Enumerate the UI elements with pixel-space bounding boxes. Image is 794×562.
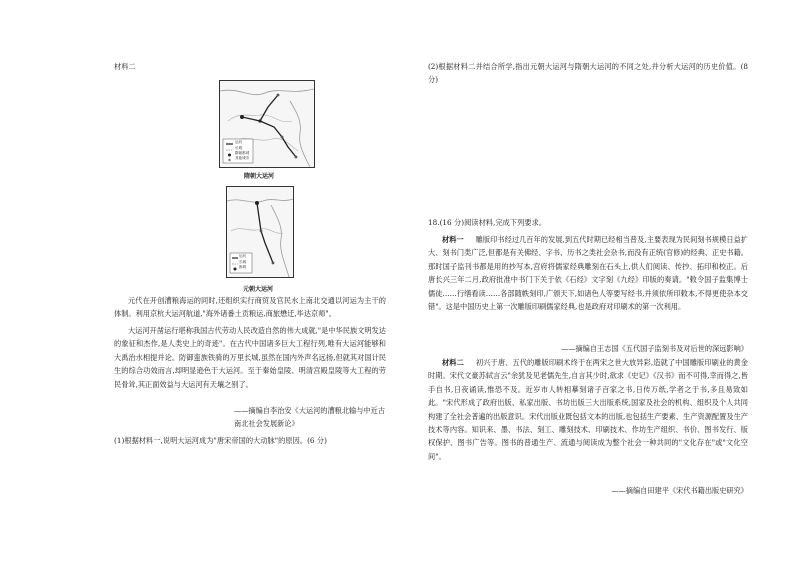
material-two-block	[428, 356, 748, 463]
map1-legend-wall: 长城	[235, 146, 243, 150]
yuan-canal-caption: 元朝大运河	[243, 286, 274, 293]
material-one-block	[428, 233, 748, 313]
question-18-header: 18.(16 分)阅读材料,完成下列要求。	[428, 218, 547, 227]
sui-canal-caption: 隋朝大运河	[244, 173, 275, 180]
yuan-canal-map	[226, 186, 294, 278]
material-one-text: 雕版印书经过几百年的发展,到五代时期已经相当普及,主要表现为民间刻书规模日益扩大、刻书门类广泛,但都是有关佛经、字书、历书之类社会杂书,而没有正统(官修)的经典、正史书籍。那时国子监刊书都是用的抄写本,宫府将儒家经典雕刻在石头上,供人们阅读、传抄、拓印和校正。后唐长兴三年二月,政府批准中书门下关于依《石经》文字刻《九经》印版的奏请。"敕令国子监集博士儒徒……行缮看读……各部随帙刻印,广颁天下,如诸色人等要写经书,并须依所印敕本,不得更使杂本交错"。这是中国历史上第一次雕版印刷儒家经典,也是政府对印刷术的第一次利用。	[428, 235, 748, 312]
question-2: (2)根据材料二并结合所学,指出元朝大运河与隋朝大运河的不同之处,并分析大运河的历史价值。(8 分)	[428, 62, 748, 85]
material-two-title: 材料二	[114, 62, 136, 71]
map2-legend-wall: 长城	[239, 260, 247, 264]
sui-canal-map	[219, 80, 315, 168]
question-1: (1)根据材料一,说明大运河成为"唐宋帝国的大动脉"的原因。(6 分)	[114, 436, 327, 445]
map2-legend-capital: 都城	[239, 265, 247, 269]
yuan-canal-map-drawing	[227, 187, 293, 277]
material-two-paragraph-2: 大运河开凿运行堪称我国古代劳动人民改造自然的伟大成就,"是中华民族文明发达的象征和杰作,是人类史上的奇迹"。在古代中国诸多巨大工程行列,唯有大运河能够和大禹治水相提并论。防御蛮族铁骑的万里长城,虽然在国内外声名远扬,但就其对国计民生的综合功效而言,却明显逊色于大运河。至于秦始皇陵、明清宫殿皇陵等大工程的劳民骨耸,其正面效益与大运河有天壤之别了。	[114, 326, 386, 389]
material-two-text: 初兴于唐、五代的雕版印刷术终于在两宋之世大放异彩,造就了中国雕版印刷业的黄金时期。宋代文豪苏轼言云"余犹及见老儒先生,自言其少时,欲求《史记》《汉书》而不可得,幸而得之,皆手自书,日夜诵读,惟恐不及。近岁市人转相摹刻诸子百家之书,日传万纸,学者之于书,多且易致如此。"宋代形成了政府出版、私家出版、书坊出版三大出版系统,国家及社会的机构、组织及个人共同构建了全社会普遍的出版意识。宋代出版业既包括文本的出版,也包括生产要素、生产资源配置及生产技术等内容。知识来、墨、书法、刻工、雕刻技术、印刷技术、作坊生产组织、书价、图书发行、版权保护、图书广告等。图书的普通生产、流通与阅读成为整个社会一种共同的"文化存在"或"文化空间"。	[428, 358, 748, 461]
material-two-source: ——摘编自李治安《大运河的漕粮北输与中近古南北社会发展新论》	[234, 406, 385, 428]
material-one-label: 材料一	[442, 235, 464, 244]
map1-legend-city: 其他城市	[235, 156, 250, 160]
material-two-source-right: ——摘编自田建平《宋代书籍出版史研究》	[611, 486, 748, 495]
material-two-label: 材料二	[442, 358, 464, 367]
map2-legend-canal: 运河	[239, 254, 247, 258]
material-one-source: ——摘编自王志国《五代国子监刻书及对后世的深远影响》	[561, 344, 748, 353]
map1-legend-capital: 隋朝都城	[235, 151, 250, 155]
map1-legend-canal: 运河	[235, 140, 243, 144]
material-two-paragraph-1: 元代在开创漕粮海运的同时,还组织实行商贸及官民水上南北交通以河运为主干的体制。利用京杭大运河航道,"海外诸番土贡粮运,商旅懋迁,毕达京师"。	[114, 296, 386, 319]
